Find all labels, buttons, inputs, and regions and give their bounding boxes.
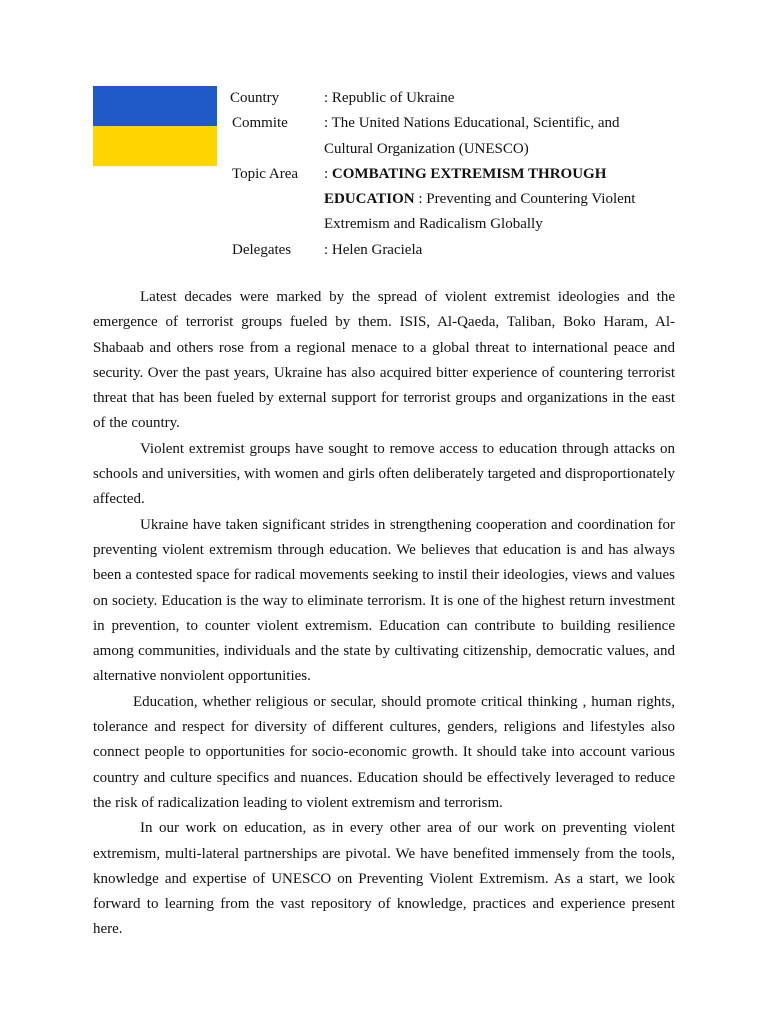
topic-subtitle: : Preventing and Countering Violent Extremism and Radicalism Globally (324, 191, 636, 233)
delegates-label: Delegates (232, 241, 292, 258)
country-label: Country (230, 90, 280, 106)
country-row (230, 86, 650, 111)
delegates-value: : Helen Graciela (324, 241, 423, 258)
position-paper-header (230, 86, 650, 263)
ukraine-flag-image (93, 86, 217, 166)
document-body (93, 285, 675, 943)
country-value: : Republic of Ukraine (324, 90, 455, 106)
paragraph: Education, whether religious or secular, should promote critical thinking , human rights, tolerance and respect for diversity of different cultures, genders, religions and lifestyles also connect people to opportunities for socio-economic growth. It should take into account various country and culture specifics and nuances. Education should be effectively leveraged to reduce the risk of radicalization leading to violent extremism and terrorism. (93, 693, 675, 811)
topic-area-row (230, 162, 650, 238)
paragraph: Violent extremist groups have sought to remove access to education through attacks on schools and universities, with women and girls often deliberately targeted and disproportionately affected. (93, 440, 675, 508)
flag-yellow-stripe (93, 126, 217, 166)
committee-row (230, 111, 650, 162)
flag-blue-stripe (93, 86, 217, 126)
paragraph: In our work on education, as in every other area of our work on preventing violent extremism, multi-lateral partnerships are pivotal. We have benefited immensely from the tools, knowledge and expertise of UNESCO on Preventing Violent Extremism. As a start, we look forward to learning from the vast repository of knowledge, practices and experience present here. (93, 820, 675, 938)
topic-prefix: : (324, 165, 332, 182)
paragraph: Ukraine have taken significant strides in strengthening cooperation and coordination for preventing violent extremism through education. We believes that education is and has always been a contested space for radical movements seeking to instil their ideologies, views and values on society. Education is the way to eliminate terrorism. It is one of the highest return investment in prevention, to counter violent extremism. Education can contribute to building resilience among communities, individuals and the state by cultivating citizenship, democratic values, and alternative nonviolent opportunities. (93, 516, 675, 685)
topic-area-value (324, 162, 650, 238)
topic-title: COMBATING EXTREMISM THROUGH EDUCATION (324, 165, 607, 208)
paragraph: Latest decades were marked by the spread of violent extremist ideologies and the emergence of terrorist groups fueled by them. ISIS, Al-Qaeda, Taliban, Boko Haram, Al-Shabaab and others rose from a regional menace to a global threat to international peace and security. Over the past years, Ukraine has also acquired bitter experience of countering terrorist threat that has been fueled by external support for terrorist groups and organizations in the east of the country. (93, 289, 675, 432)
delegates-row (230, 238, 650, 263)
committee-value: : The United Nations Educational, Scientific, and Cultural Organization (UNESCO) (324, 115, 620, 157)
topic-area-label: Topic Area (232, 165, 299, 182)
committee-label: Commite (232, 115, 288, 132)
